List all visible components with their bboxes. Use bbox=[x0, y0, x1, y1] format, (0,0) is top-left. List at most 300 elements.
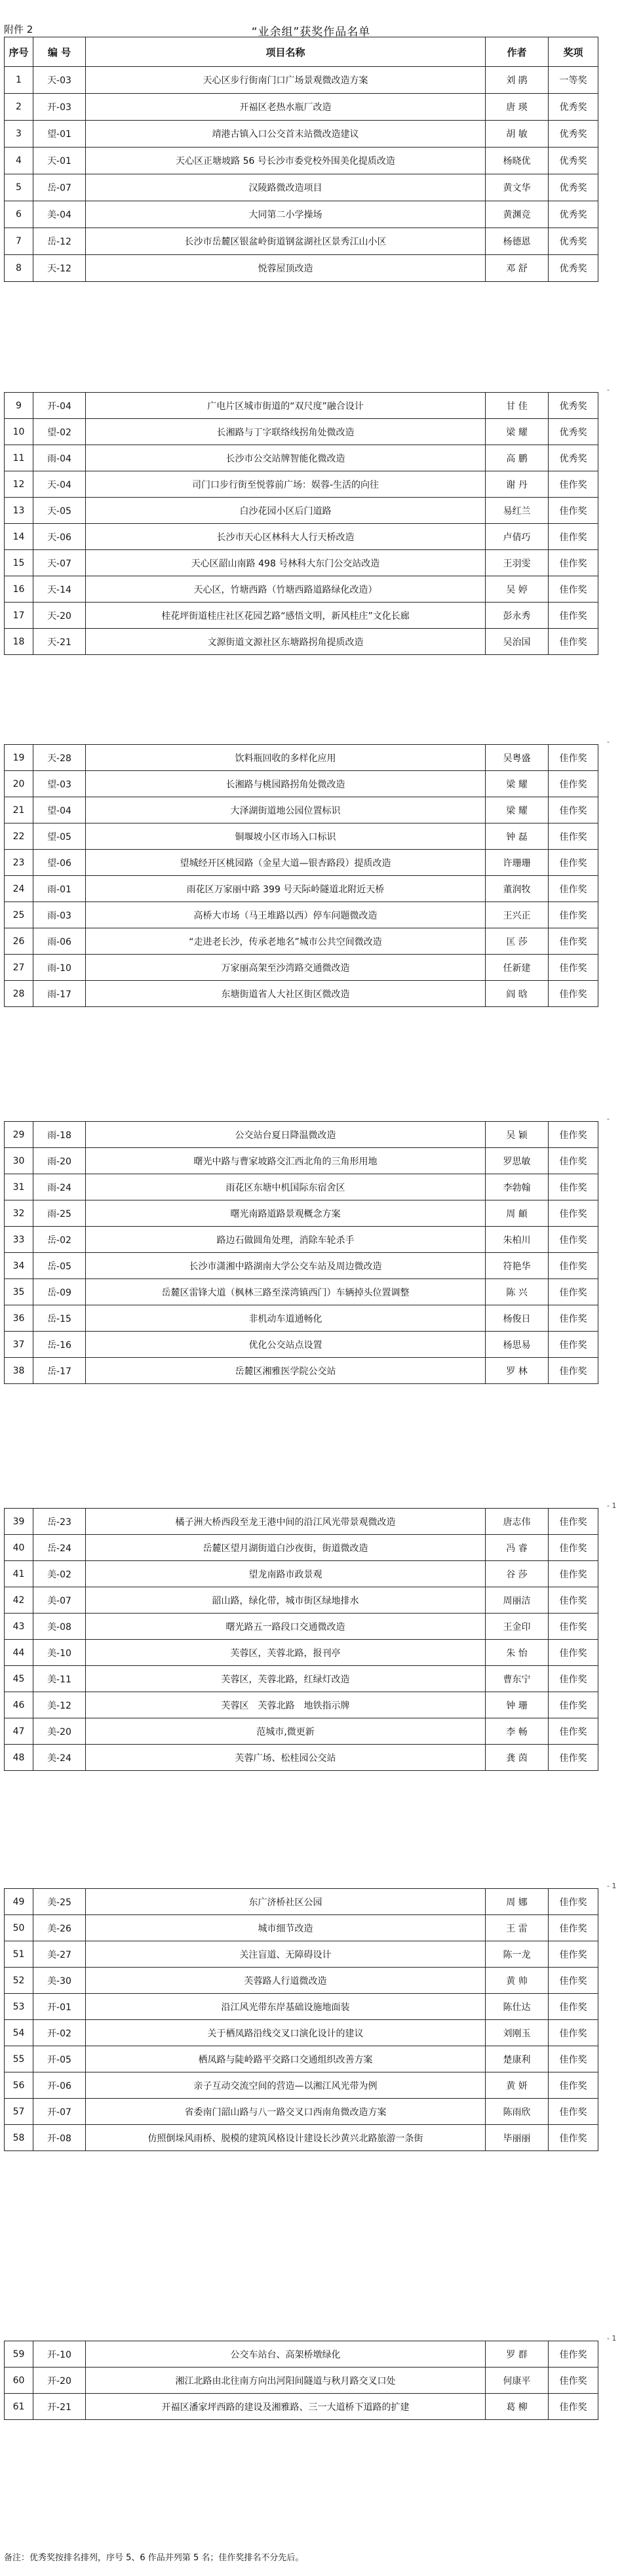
cell-author: 刘 鹃 bbox=[486, 67, 549, 94]
cell-award: 优秀奖 bbox=[549, 201, 598, 228]
cell-project-name: 万家丽高架至沙湾路交通微改造 bbox=[86, 955, 486, 981]
cell-project-name: 长沙市公交站牌智能化微改造 bbox=[86, 445, 486, 471]
cell-award: 佳作奖 bbox=[549, 2072, 598, 2099]
cell-project-name: 大泽湖街道地公园位置标识 bbox=[86, 797, 486, 823]
cell-no: 49 bbox=[5, 1889, 33, 1915]
table-row bbox=[5, 1968, 598, 1994]
cell-code: 美-20 bbox=[33, 1718, 86, 1745]
cell-award: 优秀奖 bbox=[549, 121, 598, 148]
cell-no: 21 bbox=[5, 797, 33, 823]
cell-code: 美-11 bbox=[33, 1666, 86, 1692]
page-break-mark: - bbox=[607, 1115, 610, 1123]
cell-no: 12 bbox=[5, 471, 33, 498]
cell-code: 雨-18 bbox=[33, 1122, 86, 1148]
cell-project-name: 范城市,微更新 bbox=[86, 1718, 486, 1745]
cell-award: 佳作奖 bbox=[549, 1332, 598, 1358]
cell-award: 优秀奖 bbox=[549, 148, 598, 174]
cell-author: 毕丽丽 bbox=[486, 2125, 549, 2151]
cell-award: 佳作奖 bbox=[549, 1718, 598, 1745]
cell-author: 杨思易 bbox=[486, 1332, 549, 1358]
cell-author: 董润牧 bbox=[486, 876, 549, 902]
cell-no: 45 bbox=[5, 1666, 33, 1692]
page-title: “业余组”获奖作品名单 bbox=[251, 26, 371, 39]
winners-table bbox=[4, 1508, 598, 1771]
page-header bbox=[0, 0, 622, 37]
cell-project-name: 长沙市天心区林科大人行天桥改造 bbox=[86, 524, 486, 550]
table-row bbox=[5, 1692, 598, 1718]
cell-project-name: 天心区正塘坡路 56 号长沙市委党校外围美化提质改造 bbox=[86, 148, 486, 174]
cell-no: 24 bbox=[5, 876, 33, 902]
cell-no: 10 bbox=[5, 419, 33, 445]
cell-award: 佳作奖 bbox=[549, 1148, 598, 1174]
cell-author: 阎 晗 bbox=[486, 981, 549, 1007]
cell-no: 11 bbox=[5, 445, 33, 471]
page-break-mark: - bbox=[607, 738, 610, 746]
cell-author: 黄文华 bbox=[486, 174, 549, 201]
cell-no: 54 bbox=[5, 2020, 33, 2046]
cell-code: 开-05 bbox=[33, 2046, 86, 2072]
table-row bbox=[5, 498, 598, 524]
cell-author: 易红兰 bbox=[486, 498, 549, 524]
cell-code: 望-06 bbox=[33, 850, 86, 876]
table-row bbox=[5, 1718, 598, 1745]
cell-author: 葛 柳 bbox=[486, 2394, 549, 2420]
cell-award: 佳作奖 bbox=[549, 2020, 598, 2046]
cell-author: 邓 舒 bbox=[486, 255, 549, 282]
winners-table bbox=[4, 744, 598, 1007]
cell-project-name: 开福区老热水瓶厂改造 bbox=[86, 94, 486, 121]
table-row bbox=[5, 1122, 598, 1148]
table-row bbox=[5, 419, 598, 445]
table-header-row bbox=[5, 37, 598, 67]
cell-no: 22 bbox=[5, 823, 33, 850]
cell-project-name: 长湘路与桃园路拐角处微改造 bbox=[86, 771, 486, 797]
table-row bbox=[5, 1614, 598, 1640]
table-row bbox=[5, 981, 598, 1007]
cell-no: 15 bbox=[5, 550, 33, 576]
table-row bbox=[5, 2394, 598, 2420]
cell-author: 杨俊日 bbox=[486, 1305, 549, 1332]
cell-project-name: 铜堰坡小区市场入口标识 bbox=[86, 823, 486, 850]
header-name: 项目名称 bbox=[86, 37, 486, 67]
cell-award: 佳作奖 bbox=[549, 1666, 598, 1692]
cell-award: 优秀奖 bbox=[549, 393, 598, 419]
cell-no: 33 bbox=[5, 1227, 33, 1253]
annex-label: 附件 2 bbox=[4, 24, 33, 35]
table-row bbox=[5, 1941, 598, 1968]
cell-project-name: 天心区步行街南门口广场景观微改造方案 bbox=[86, 67, 486, 94]
cell-project-name: 岳麓区望月湖街道白沙夜街，街道微改造 bbox=[86, 1535, 486, 1561]
cell-award: 佳作奖 bbox=[549, 1915, 598, 1941]
table-row bbox=[5, 1279, 598, 1305]
cell-author: 符艳华 bbox=[486, 1253, 549, 1279]
table-row bbox=[5, 1305, 598, 1332]
cell-award: 佳作奖 bbox=[549, 1305, 598, 1332]
cell-code: 开-01 bbox=[33, 1994, 86, 2020]
cell-project-name: 曙光南路道路景观概念方案 bbox=[86, 1200, 486, 1227]
cell-award: 佳作奖 bbox=[549, 1535, 598, 1561]
table-row bbox=[5, 2072, 598, 2099]
cell-project-name: 公交站台夏日降温微改造 bbox=[86, 1122, 486, 1148]
cell-code: 岳-02 bbox=[33, 1227, 86, 1253]
winners-table bbox=[4, 392, 598, 655]
cell-no: 17 bbox=[5, 603, 33, 629]
cell-author: 彭永秀 bbox=[486, 603, 549, 629]
cell-code: 雨-06 bbox=[33, 928, 86, 955]
cell-no: 44 bbox=[5, 1640, 33, 1666]
cell-no: 46 bbox=[5, 1692, 33, 1718]
cell-no: 8 bbox=[5, 255, 33, 282]
page-break-mark: - 1 bbox=[607, 1882, 617, 1890]
cell-no: 26 bbox=[5, 928, 33, 955]
cell-code: 美-07 bbox=[33, 1587, 86, 1614]
cell-award: 佳作奖 bbox=[549, 2341, 598, 2368]
cell-no: 55 bbox=[5, 2046, 33, 2072]
table-row bbox=[5, 1561, 598, 1587]
cell-no: 53 bbox=[5, 1994, 33, 2020]
table-row bbox=[5, 1994, 598, 2020]
cell-code: 天-12 bbox=[33, 255, 86, 282]
cell-project-name: 开福区潘家坪西路的建设及湘雅路、三一大道桥下道路的扩建 bbox=[86, 2394, 486, 2420]
cell-author: 甘 佳 bbox=[486, 393, 549, 419]
cell-code: 天-05 bbox=[33, 498, 86, 524]
table-row bbox=[5, 148, 598, 174]
table-row bbox=[5, 876, 598, 902]
table-row bbox=[5, 228, 598, 255]
cell-project-name: 白沙花园小区后门道路 bbox=[86, 498, 486, 524]
cell-author: 李 畅 bbox=[486, 1718, 549, 1745]
cell-code: 岳-23 bbox=[33, 1509, 86, 1535]
cell-project-name: 仿照倒垛风雨桥、脱模的建筑风格设计建设长沙黄兴北路旅游一条街 bbox=[86, 2125, 486, 2151]
cell-code: 美-24 bbox=[33, 1745, 86, 1771]
cell-project-name: 路边石做圆角处理，消除车轮杀手 bbox=[86, 1227, 486, 1253]
cell-code: 雨-20 bbox=[33, 1148, 86, 1174]
cell-award: 佳作奖 bbox=[549, 629, 598, 655]
cell-code: 雨-17 bbox=[33, 981, 86, 1007]
cell-author: 周丽洁 bbox=[486, 1587, 549, 1614]
table-row bbox=[5, 550, 598, 576]
cell-project-name: 芙蓉区，芙蓉北路，红绿灯改造 bbox=[86, 1666, 486, 1692]
cell-project-name: 岳麓区湘雅医学院公交站 bbox=[86, 1358, 486, 1384]
cell-project-name: 雨花区东塘中机国际东宿舍区 bbox=[86, 1174, 486, 1200]
table-row bbox=[5, 2099, 598, 2125]
cell-author: 匡 莎 bbox=[486, 928, 549, 955]
table-row bbox=[5, 603, 598, 629]
cell-code: 岳-05 bbox=[33, 1253, 86, 1279]
cell-no: 32 bbox=[5, 1200, 33, 1227]
cell-code: 望-01 bbox=[33, 121, 86, 148]
cell-author: 杨德恩 bbox=[486, 228, 549, 255]
cell-award: 佳作奖 bbox=[549, 2368, 598, 2394]
cell-no: 51 bbox=[5, 1941, 33, 1968]
cell-project-name: 望龙南路市政景观 bbox=[86, 1561, 486, 1587]
cell-code: 天-03 bbox=[33, 67, 86, 94]
cell-author: 王兴正 bbox=[486, 902, 549, 928]
cell-no: 43 bbox=[5, 1614, 33, 1640]
header-author: 作者 bbox=[486, 37, 549, 67]
cell-award: 佳作奖 bbox=[549, 2394, 598, 2420]
cell-code: 望-02 bbox=[33, 419, 86, 445]
cell-award: 佳作奖 bbox=[549, 576, 598, 603]
table-row bbox=[5, 928, 598, 955]
cell-project-name: 雨花区万家丽中路 399 号天际岭隧道北附近天桥 bbox=[86, 876, 486, 902]
cell-author: 唐志伟 bbox=[486, 1509, 549, 1535]
cell-project-name: 芙蓉路人行道微改造 bbox=[86, 1968, 486, 1994]
cell-author: 曹东宁 bbox=[486, 1666, 549, 1692]
table-row bbox=[5, 2125, 598, 2151]
cell-award: 一等奖 bbox=[549, 67, 598, 94]
cell-author: 卢倩巧 bbox=[486, 524, 549, 550]
cell-no: 37 bbox=[5, 1332, 33, 1358]
cell-author: 何康平 bbox=[486, 2368, 549, 2394]
cell-award: 佳作奖 bbox=[549, 745, 598, 771]
cell-code: 岳-24 bbox=[33, 1535, 86, 1561]
cell-award: 佳作奖 bbox=[549, 1968, 598, 1994]
cell-project-name: 大同第二小学操场 bbox=[86, 201, 486, 228]
cell-author: 周 頔 bbox=[486, 1200, 549, 1227]
cell-project-name: 靖港古镇入口公交首末站微改造建议 bbox=[86, 121, 486, 148]
cell-no: 3 bbox=[5, 121, 33, 148]
cell-author: 陈雨欣 bbox=[486, 2099, 549, 2125]
cell-award: 佳作奖 bbox=[549, 1227, 598, 1253]
cell-code: 美-02 bbox=[33, 1561, 86, 1587]
table-row bbox=[5, 2046, 598, 2072]
header-award: 奖项 bbox=[549, 37, 598, 67]
cell-no: 27 bbox=[5, 955, 33, 981]
cell-code: 美-10 bbox=[33, 1640, 86, 1666]
cell-code: 美-25 bbox=[33, 1889, 86, 1915]
table-section bbox=[4, 744, 598, 1007]
cell-project-name: 长沙市潇湘中路湖南大学公交车站及周边微改造 bbox=[86, 1253, 486, 1279]
cell-author: 陈 兴 bbox=[486, 1279, 549, 1305]
table-row bbox=[5, 174, 598, 201]
table-row bbox=[5, 1509, 598, 1535]
cell-code: 望-04 bbox=[33, 797, 86, 823]
cell-award: 优秀奖 bbox=[549, 419, 598, 445]
cell-code: 岳-17 bbox=[33, 1358, 86, 1384]
winners-table bbox=[4, 37, 598, 282]
cell-project-name: 曙光中路与曹家坡路交汇西北角的三角形用地 bbox=[86, 1148, 486, 1174]
table-row bbox=[5, 1889, 598, 1915]
page-break-mark: - bbox=[607, 386, 610, 394]
cell-author: 任新建 bbox=[486, 955, 549, 981]
cell-code: 天-04 bbox=[33, 471, 86, 498]
cell-no: 25 bbox=[5, 902, 33, 928]
table-row bbox=[5, 1666, 598, 1692]
cell-code: 岳-07 bbox=[33, 174, 86, 201]
cell-author: 吴粤盛 bbox=[486, 745, 549, 771]
cell-no: 39 bbox=[5, 1509, 33, 1535]
cell-no: 23 bbox=[5, 850, 33, 876]
cell-award: 佳作奖 bbox=[549, 902, 598, 928]
cell-author: 许珊珊 bbox=[486, 850, 549, 876]
cell-project-name: 桂花坪街道桂庄社区花园艺路“感悟文明，新风桂庄”文化长廊 bbox=[86, 603, 486, 629]
table-row bbox=[5, 94, 598, 121]
cell-project-name: 汉陵路微改造项目 bbox=[86, 174, 486, 201]
cell-code: 天-01 bbox=[33, 148, 86, 174]
cell-code: 开-21 bbox=[33, 2394, 86, 2420]
cell-author: 梁 耀 bbox=[486, 797, 549, 823]
cell-award: 佳作奖 bbox=[549, 823, 598, 850]
cell-project-name: 饮料瓶回收的多样化应用 bbox=[86, 745, 486, 771]
cell-author: 梁 耀 bbox=[486, 771, 549, 797]
cell-code: 开-02 bbox=[33, 2020, 86, 2046]
cell-no: 38 bbox=[5, 1358, 33, 1384]
cell-no: 48 bbox=[5, 1745, 33, 1771]
table-row bbox=[5, 1535, 598, 1561]
cell-award: 佳作奖 bbox=[549, 928, 598, 955]
cell-project-name: 长湘路与丁字联络线拐角处微改造 bbox=[86, 419, 486, 445]
cell-author: 周 娜 bbox=[486, 1889, 549, 1915]
cell-code: 雨-03 bbox=[33, 902, 86, 928]
table-section bbox=[4, 1508, 598, 1771]
cell-author: 钟 磊 bbox=[486, 823, 549, 850]
cell-project-name: 长沙市岳麓区银盆岭街道钢盆湖社区景秀江山小区 bbox=[86, 228, 486, 255]
winners-table bbox=[4, 2341, 598, 2420]
cell-project-name: 非机动车道通畅化 bbox=[86, 1305, 486, 1332]
table-row bbox=[5, 823, 598, 850]
cell-code: 雨-25 bbox=[33, 1200, 86, 1227]
table-row bbox=[5, 1332, 598, 1358]
cell-author: 吴治国 bbox=[486, 629, 549, 655]
cell-no: 4 bbox=[5, 148, 33, 174]
cell-award: 佳作奖 bbox=[549, 1358, 598, 1384]
table-row bbox=[5, 1253, 598, 1279]
cell-code: 望-05 bbox=[33, 823, 86, 850]
cell-award: 优秀奖 bbox=[549, 445, 598, 471]
table-row bbox=[5, 576, 598, 603]
cell-award: 佳作奖 bbox=[549, 1614, 598, 1640]
cell-author: 刘刚玉 bbox=[486, 2020, 549, 2046]
table-row bbox=[5, 201, 598, 228]
cell-no: 29 bbox=[5, 1122, 33, 1148]
cell-award: 佳作奖 bbox=[549, 1889, 598, 1915]
cell-code: 岳-16 bbox=[33, 1332, 86, 1358]
cell-author: 王羽雯 bbox=[486, 550, 549, 576]
table-row bbox=[5, 255, 598, 282]
cell-code: 美-08 bbox=[33, 1614, 86, 1640]
cell-no: 20 bbox=[5, 771, 33, 797]
cell-project-name: 文源街道文源社区东塘路拐角提质改造 bbox=[86, 629, 486, 655]
cell-project-name: 栖凤路与陡岭路平交路口交通组织改善方案 bbox=[86, 2046, 486, 2072]
table-row bbox=[5, 2341, 598, 2368]
cell-no: 7 bbox=[5, 228, 33, 255]
cell-author: 杨晓优 bbox=[486, 148, 549, 174]
cell-author: 谢 丹 bbox=[486, 471, 549, 498]
cell-project-name: 曙光路五一路段口交通微改造 bbox=[86, 1614, 486, 1640]
cell-project-name: 沿江风光带东岸基础设施地面装 bbox=[86, 1994, 486, 2020]
cell-award: 佳作奖 bbox=[549, 2046, 598, 2072]
table-section bbox=[4, 37, 598, 282]
cell-no: 31 bbox=[5, 1174, 33, 1200]
cell-no: 6 bbox=[5, 201, 33, 228]
table-row bbox=[5, 445, 598, 471]
cell-award: 佳作奖 bbox=[549, 876, 598, 902]
cell-code: 望-03 bbox=[33, 771, 86, 797]
cell-no: 36 bbox=[5, 1305, 33, 1332]
header-code: 编 号 bbox=[33, 37, 86, 67]
cell-no: 47 bbox=[5, 1718, 33, 1745]
cell-author: 罗 林 bbox=[486, 1358, 549, 1384]
cell-no: 60 bbox=[5, 2368, 33, 2394]
cell-award: 佳作奖 bbox=[549, 1279, 598, 1305]
cell-project-name: 东塘街道省人大社区街区微改造 bbox=[86, 981, 486, 1007]
winners-table bbox=[4, 1121, 598, 1384]
cell-award: 佳作奖 bbox=[549, 850, 598, 876]
cell-project-name: 关注盲道、无障碍设计 bbox=[86, 1941, 486, 1968]
cell-award: 佳作奖 bbox=[549, 771, 598, 797]
cell-award: 佳作奖 bbox=[549, 955, 598, 981]
page-break-mark: - 1 bbox=[607, 2334, 617, 2343]
cell-project-name: 广电片区城市街道的“双尺度”融合设计 bbox=[86, 393, 486, 419]
cell-no: 19 bbox=[5, 745, 33, 771]
cell-code: 开-10 bbox=[33, 2341, 86, 2368]
cell-author: 楚康利 bbox=[486, 2046, 549, 2072]
table-row bbox=[5, 1745, 598, 1771]
cell-award: 佳作奖 bbox=[549, 1587, 598, 1614]
cell-award: 佳作奖 bbox=[549, 1745, 598, 1771]
cell-author: 黄渊竞 bbox=[486, 201, 549, 228]
cell-award: 佳作奖 bbox=[549, 981, 598, 1007]
cell-author: 朱 怡 bbox=[486, 1640, 549, 1666]
cell-no: 34 bbox=[5, 1253, 33, 1279]
cell-award: 佳作奖 bbox=[549, 1174, 598, 1200]
cell-author: 罗 群 bbox=[486, 2341, 549, 2368]
cell-code: 天-06 bbox=[33, 524, 86, 550]
cell-award: 佳作奖 bbox=[549, 550, 598, 576]
table-row bbox=[5, 1174, 598, 1200]
cell-author: 王金印 bbox=[486, 1614, 549, 1640]
cell-author: 钟 珊 bbox=[486, 1692, 549, 1718]
cell-author: 罗思敏 bbox=[486, 1148, 549, 1174]
cell-project-name: 望城经开区桃园路（金星大道—银杏路段）提质改造 bbox=[86, 850, 486, 876]
table-row bbox=[5, 1148, 598, 1174]
winners-table bbox=[4, 1888, 598, 2151]
cell-author: 胡 敏 bbox=[486, 121, 549, 148]
cell-project-name: 公交车站台、高架桥墩绿化 bbox=[86, 2341, 486, 2368]
cell-author: 吴 颖 bbox=[486, 1122, 549, 1148]
table-row bbox=[5, 2020, 598, 2046]
cell-award: 佳作奖 bbox=[549, 2099, 598, 2125]
cell-award: 优秀奖 bbox=[549, 228, 598, 255]
cell-code: 雨-24 bbox=[33, 1174, 86, 1200]
cell-award: 佳作奖 bbox=[549, 1941, 598, 1968]
cell-no: 59 bbox=[5, 2341, 33, 2368]
cell-award: 佳作奖 bbox=[549, 1692, 598, 1718]
cell-author: 龚 茵 bbox=[486, 1745, 549, 1771]
cell-no: 57 bbox=[5, 2099, 33, 2125]
cell-code: 美-12 bbox=[33, 1692, 86, 1718]
cell-no: 40 bbox=[5, 1535, 33, 1561]
cell-author: 高 鹏 bbox=[486, 445, 549, 471]
cell-code: 雨-10 bbox=[33, 955, 86, 981]
cell-author: 冯 睿 bbox=[486, 1535, 549, 1561]
cell-award: 佳作奖 bbox=[549, 1561, 598, 1587]
cell-award: 佳作奖 bbox=[549, 1253, 598, 1279]
cell-award: 佳作奖 bbox=[549, 498, 598, 524]
cell-no: 13 bbox=[5, 498, 33, 524]
cell-code: 美-30 bbox=[33, 1968, 86, 1994]
table-section bbox=[4, 2341, 598, 2420]
cell-project-name: 芙蓉区 芙蓉北路 地铁指示牌 bbox=[86, 1692, 486, 1718]
cell-author: 唐 瑛 bbox=[486, 94, 549, 121]
cell-author: 梁 耀 bbox=[486, 419, 549, 445]
cell-project-name: 关于栖凤路沿线交叉口演化设计的建议 bbox=[86, 2020, 486, 2046]
cell-code: 天-20 bbox=[33, 603, 86, 629]
cell-no: 5 bbox=[5, 174, 33, 201]
cell-award: 佳作奖 bbox=[549, 524, 598, 550]
cell-code: 美-04 bbox=[33, 201, 86, 228]
